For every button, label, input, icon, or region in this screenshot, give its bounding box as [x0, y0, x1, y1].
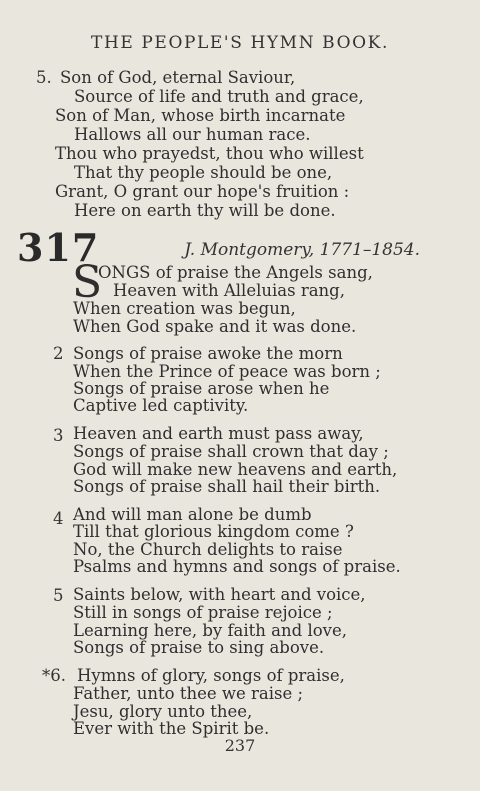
verse-line: Source of life and truth and grace, — [74, 87, 364, 106]
verse-line: No, the Church delights to raise — [73, 540, 343, 559]
verse-line: Son of Man, whose birth incarnate — [55, 106, 346, 125]
running-header: THE PEOPLE'S HYMN BOOK. — [91, 33, 389, 53]
verse-number: 2 — [53, 344, 64, 363]
verse-line: Father, unto thee we raise ; — [73, 684, 304, 703]
verse-line: God will make new heavens and earth, — [73, 460, 398, 479]
hymn-attribution: J. Montgomery, 1771–1854. — [184, 240, 420, 260]
verse-line: ONGS of praise the Angels sang, — [98, 263, 373, 282]
verse-line: Ever with the Spirit be. — [73, 719, 270, 738]
verse-line: Songs of praise to sing above. — [73, 638, 325, 657]
page-number: 237 — [224, 736, 256, 755]
verse-line: Hymns of glory, songs of praise, — [77, 666, 345, 685]
verse-line: Saints below, with heart and voice, — [73, 585, 366, 604]
verse-line: Songs of praise arose when he — [73, 379, 330, 398]
hymn-number: 317 — [17, 225, 100, 270]
verse-line: Learning here, by faith and love, — [73, 621, 347, 640]
verse-line: When God spake and it was done. — [73, 317, 357, 336]
verse-line: Songs of praise shall crown that day ; — [73, 442, 389, 461]
verse-line: Psalms and hymns and songs of praise. — [73, 557, 401, 576]
verse-line: Heaven and earth must pass away, — [73, 424, 364, 443]
verse-line: Son of God, eternal Saviour, — [60, 68, 296, 87]
verse-line: Till that glorious kingdom come ? — [73, 522, 354, 541]
verse-line: Jesu, glory unto thee, — [73, 702, 253, 721]
verse-line: Still in songs of praise rejoice ; — [73, 603, 333, 622]
verse-number: *6. — [42, 666, 66, 685]
verse-line: Here on earth thy will be done. — [74, 201, 336, 220]
verse-line: When creation was begun, — [73, 299, 296, 318]
verse-line: Songs of praise shall hail their birth. — [73, 477, 381, 496]
verse-line: Hallows all our human race. — [74, 125, 311, 144]
verse-line: That thy people should be one, — [74, 163, 333, 182]
verse-number: 3 — [53, 426, 64, 445]
verse-line: Grant, O grant our hope's fruition : — [55, 182, 350, 201]
verse-number: 5. — [36, 68, 52, 87]
verse-line: Heaven with Alleluias rang, — [113, 281, 345, 300]
verse-line: Songs of praise awoke the morn — [73, 344, 343, 363]
drop-cap: S — [72, 257, 103, 308]
verse-number: 4 — [53, 509, 64, 528]
verse-line: And will man alone be dumb — [73, 505, 312, 524]
verse-number: 5 — [53, 586, 64, 605]
verse-line: Thou who prayedst, thou who willest — [55, 144, 364, 163]
verse-line: When the Prince of peace was born ; — [73, 362, 381, 381]
verse-line: Captive led captivity. — [73, 396, 249, 415]
